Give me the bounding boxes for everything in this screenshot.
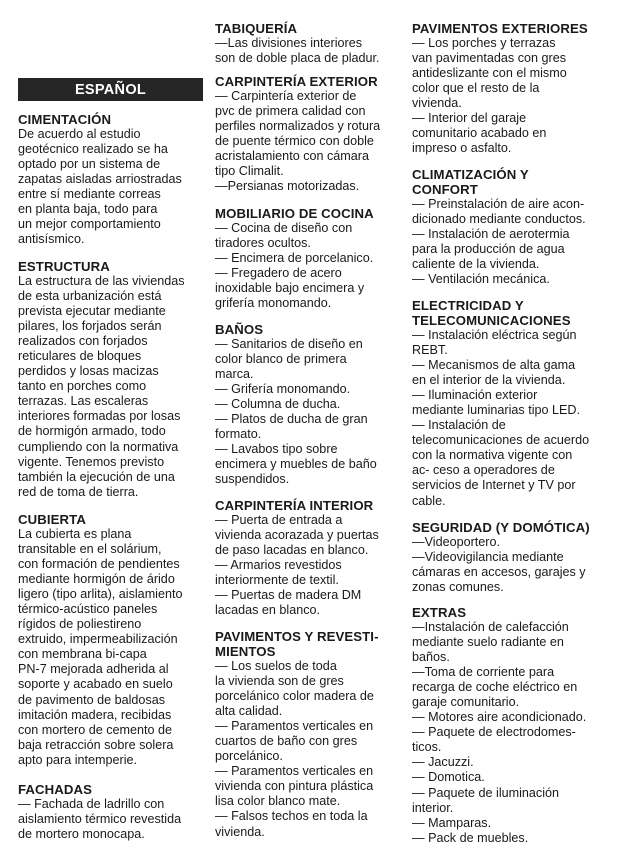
text-line: — Columna de ducha. [215, 397, 341, 412]
text-line: zonas comunes. [412, 580, 504, 595]
text-line: —Las divisiones interiores [215, 36, 362, 50]
section-cimentacion [18, 112, 203, 247]
section-title: MOBILIARIO DE COCINA [215, 206, 374, 221]
text-line: mediante hormigón de árido [18, 572, 175, 587]
text-line: transitable en el solárium, [18, 542, 162, 557]
text-line: baños. [412, 650, 450, 665]
section-body [215, 221, 400, 311]
text-line: — Puerta de entrada a [215, 513, 343, 527]
text-line: cuartos de baño con gres [215, 734, 358, 749]
text-line: un mejor comportamiento [18, 217, 161, 232]
text-line: — Los suelos de toda [215, 659, 337, 673]
text-line: con la normativa vigente con [412, 448, 573, 463]
section-title: TABIQUERÍA [215, 21, 298, 36]
text-line: son de doble placa de pladur. [215, 51, 380, 66]
text-line: también la ejecución de una [18, 469, 175, 484]
text-line: van pavimentadas con gres [412, 51, 567, 66]
text-line: — Los porches y terrazas [412, 36, 556, 50]
text-line: interiores formadas por losas [18, 409, 181, 424]
section-mobiliario-cocina [215, 206, 400, 311]
text-line: comunitario acabado en [412, 126, 547, 141]
text-line: antideslizante con el mismo [412, 66, 567, 81]
text-line: vivienda. [215, 824, 265, 839]
section-title: CARPINTERÍA EXTERIOR [215, 74, 378, 89]
text-line: antisísmico. [18, 232, 85, 247]
text-line: ac- ceso a operadores de [412, 463, 555, 478]
section-title: SEGURIDAD (Y DOMÓTICA) [412, 520, 590, 535]
text-line: impreso o asfalto. [412, 141, 512, 156]
text-line: perdidos y losas macizas [18, 364, 159, 379]
text-line: — Instalación eléctrica según [412, 328, 577, 342]
text-line: PAVIMENTOS Y REVESTI- [215, 629, 379, 644]
text-line: vivienda acorazada y puertas [215, 528, 379, 543]
text-line: servicios de Internet y TV por [412, 478, 576, 493]
text-line: — Paramentos verticales en [215, 764, 374, 779]
section-body [215, 337, 400, 487]
text-line: porcelánico color madera de [215, 689, 374, 704]
text-line: —Instalación de calefacción [412, 620, 569, 634]
text-line: — Ventilación mecánica. [412, 272, 550, 287]
text-line: con membrana bi-capa [18, 647, 147, 662]
text-line: con mortero de cemento de [18, 722, 173, 737]
text-line: de esta urbanización está [18, 289, 162, 304]
text-line: de puente térmico con doble [215, 134, 374, 149]
text-line: cumpliendo con la normativa [18, 439, 179, 454]
text-line: CONFORT [412, 182, 478, 197]
text-line: mediante luminarias tipo LED. [412, 403, 580, 418]
text-line: de paso lacadas en blanco. [215, 543, 369, 558]
section-body [18, 127, 203, 247]
text-line: color blanco de primera [215, 352, 347, 367]
section-body [215, 89, 400, 194]
section-body [215, 36, 400, 66]
section-title [412, 298, 607, 328]
text-line: CLIMATIZACIÓN Y [412, 167, 529, 182]
section-carpinteria-interior [215, 498, 400, 618]
section-title: CARPINTERÍA INTERIOR [215, 498, 374, 513]
section-title: PAVIMENTOS EXTERIORES [412, 21, 588, 36]
text-line: — Grifería monomando. [215, 382, 351, 397]
text-line: telecomunicaciones de acuerdo [412, 433, 590, 448]
text-line: —Videoportero. [412, 535, 500, 549]
text-line: acristalamiento con cámara [215, 149, 369, 164]
text-line: optado por un sistema de [18, 157, 161, 172]
text-line: — Domotica. [412, 770, 485, 785]
text-line: mediante suelo radiante en [412, 635, 564, 650]
text-line: — Interior del garaje [412, 111, 527, 126]
text-line: tiradores ocultos. [215, 236, 311, 251]
section-title: EXTRAS [412, 605, 467, 620]
text-line: caliente de la vivienda. [412, 257, 540, 272]
text-line: encimera y muebles de baño [215, 457, 377, 472]
text-line: dicionado mediante conductos. [412, 212, 586, 227]
text-line: La cubierta es plana [18, 527, 132, 541]
text-line: — Paramentos verticales en [215, 719, 374, 734]
text-line: — Paquete de iluminación [412, 785, 560, 800]
text-line: lacadas en blanco. [215, 603, 321, 618]
section-tabiqueria [215, 21, 400, 66]
section-body [215, 513, 400, 618]
text-line: —Persianas motorizadas. [215, 179, 360, 194]
section-body [412, 535, 607, 595]
section-title: FACHADAS [18, 782, 93, 797]
section-banos [215, 322, 400, 487]
section-title: CIMENTACIÓN [18, 112, 112, 127]
text-line: baja retracción sobre solera [18, 737, 174, 752]
text-line: rígidos de poliestireno [18, 617, 142, 632]
text-line: — Platos de ducha de gran [215, 412, 368, 427]
text-line: — Cocina de diseño con [215, 221, 353, 235]
text-line: — Iluminación exterior [412, 388, 538, 403]
text-line: — Motores aire acondicionado. [412, 710, 587, 725]
text-line: — Sanitarios de diseño en [215, 337, 363, 351]
section-pavimentos-revestimientos [215, 629, 400, 840]
text-line: color que el resto de la [412, 81, 540, 96]
text-line: MIENTOS [215, 644, 276, 659]
section-electricidad [412, 298, 607, 509]
text-line: ligero (tipo arlita), aislamiento [18, 587, 183, 602]
text-line: pvc de primera calidad con [215, 104, 366, 119]
text-line: — Instalación de [412, 418, 506, 433]
text-line: entre sí mediante correas [18, 187, 161, 202]
text-line: zapatas aisladas arriostradas [18, 172, 182, 187]
section-body [412, 197, 607, 287]
text-line: interiormente de textil. [215, 573, 339, 588]
text-line: apto para intemperie. [18, 752, 138, 767]
text-line: ELECTRICIDAD Y [412, 298, 524, 313]
section-title: BAÑOS [215, 322, 264, 337]
text-line: tanto en porches como [18, 379, 147, 394]
text-line: — Encimera de porcelanico. [215, 251, 374, 266]
text-line: realizados con forjados [18, 334, 148, 349]
text-line: — Preinstalación de aire acon- [412, 197, 585, 211]
language-banner [18, 78, 203, 101]
text-line: — Pack de muebles. [412, 830, 529, 845]
text-line: La estructura de las viviendas [18, 274, 185, 288]
section-title [412, 167, 607, 197]
text-line: cable. [412, 493, 446, 508]
text-line: De acuerdo al estudio [18, 127, 141, 141]
text-line: de pavimento de baldosas [18, 692, 166, 707]
text-line: porcelánico. [215, 749, 283, 764]
text-line: — Armarios revestidos [215, 558, 342, 573]
section-fachadas [18, 782, 203, 842]
text-line: marca. [215, 367, 254, 382]
text-line: red de toma de tierra. [18, 484, 139, 499]
text-line: — Paquete de electrodomes- [412, 725, 576, 740]
section-climatizacion [412, 167, 607, 287]
text-line: —Videovigilancia mediante [412, 550, 564, 565]
section-body [18, 527, 203, 768]
section-carpinteria-exterior [215, 74, 400, 194]
text-line: TELECOMUNICACIONES [412, 313, 571, 328]
text-line: prevista ejecutar mediante [18, 304, 166, 319]
text-line: recarga de coche eléctrico en [412, 680, 578, 695]
text-line: para la producción de agua [412, 242, 565, 257]
section-extras [412, 605, 607, 846]
text-line: vivienda. [412, 96, 462, 111]
text-line: — Mamparas. [412, 815, 492, 830]
text-line: PN-7 mejorada adherida al [18, 662, 169, 677]
language-label: ESPAÑOL [74, 81, 147, 98]
section-title: CUBIERTA [18, 512, 86, 527]
section-pavimentos-exteriores [412, 21, 607, 156]
text-line: suspendidos. [215, 472, 290, 487]
text-line: inoxidable bajo encimera y [215, 281, 365, 296]
text-line: — Falsos techos en toda la [215, 809, 368, 824]
text-line: REBT. [412, 343, 448, 358]
text-line: aislamiento térmico revestida [18, 812, 182, 827]
text-line: —Toma de corriente para [412, 665, 555, 680]
section-body [18, 274, 203, 500]
text-line: — Fachada de ladrillo con [18, 797, 165, 811]
text-line: — Lavabos tipo sobre [215, 442, 338, 457]
text-line: — Carpintería exterior de [215, 89, 357, 103]
text-line: — Instalación de aerotermia [412, 227, 570, 242]
text-line: terrazas. Las escaleras [18, 394, 149, 409]
section-title [215, 629, 400, 659]
text-line: pilares, los forjados serán [18, 319, 162, 334]
text-line: cámaras en accesos, garajes y [412, 565, 586, 580]
text-line: de mortero monocapa. [18, 827, 145, 842]
text-line: geotécnico realizado se ha [18, 142, 168, 157]
text-line: ticos. [412, 740, 442, 755]
text-line: en el interior de la vivienda. [412, 373, 566, 388]
text-line: soporte y acabado en suelo [18, 677, 173, 692]
section-body [18, 797, 203, 842]
text-line: vivienda con pintura plástica [215, 779, 374, 794]
section-cubierta [18, 512, 203, 768]
text-line: — Puertas de madera DM [215, 588, 362, 603]
text-line: reticulares de bloques [18, 349, 142, 364]
text-line: grifería monomando. [215, 296, 332, 311]
text-line: térmico-acústico paneles [18, 602, 158, 617]
section-body [215, 659, 400, 840]
text-line: lisa color blanco mate. [215, 794, 341, 809]
text-line: alta calidad. [215, 704, 283, 719]
section-body [412, 328, 607, 509]
section-title: ESTRUCTURA [18, 259, 110, 274]
text-line: en planta baja, todo para [18, 202, 158, 217]
section-estructura [18, 259, 203, 500]
text-line: la vivienda son de gres [215, 674, 344, 689]
section-seguridad [412, 520, 607, 595]
text-line: con formación de pendientes [18, 557, 180, 572]
text-line: — Mecanismos de alta gama [412, 358, 576, 373]
text-line: de hormigón armado, todo [18, 424, 166, 439]
text-line: formato. [215, 427, 262, 442]
section-body [412, 36, 607, 156]
text-line: — Jacuzzi. [412, 755, 474, 770]
text-line: interior. [412, 800, 454, 815]
text-line: imitación madera, recibidas [18, 707, 172, 722]
text-line: garaje comunitario. [412, 695, 520, 710]
text-line: extruido, impermeabilización [18, 632, 178, 647]
text-line: tipo Climalit. [215, 164, 284, 179]
text-line: — Fregadero de acero [215, 266, 342, 281]
text-line: perfiles normalizados y rotura [215, 119, 381, 134]
text-line: vigente. Tenemos previsto [18, 454, 165, 469]
section-body [412, 620, 607, 846]
